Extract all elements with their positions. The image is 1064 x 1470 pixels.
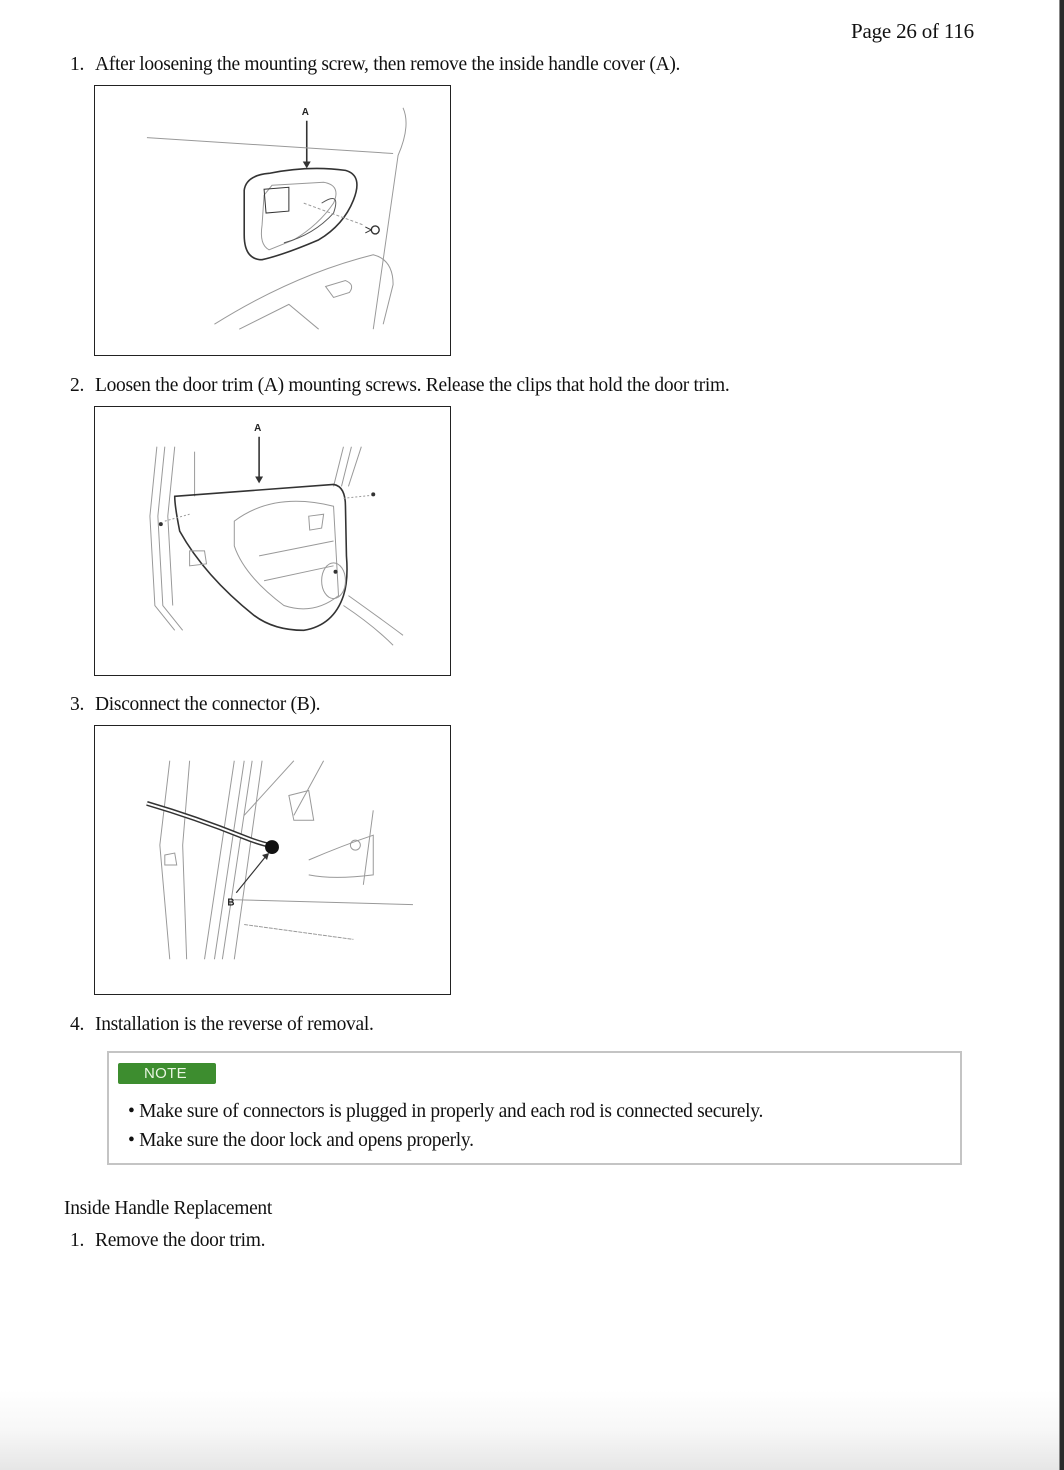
note-box (107, 1051, 962, 1165)
step-text: Remove the door trim. (95, 1230, 266, 1251)
figure-label: B (227, 897, 235, 909)
note-item-text: Make sure the door lock and opens properly. (139, 1130, 474, 1151)
step-4 (70, 1014, 374, 1036)
figure-label: A (254, 422, 262, 434)
step-text: Loosen the door trim (A) mounting screws. Release the clips that hold the door trim. (95, 375, 730, 396)
figure-handle-cover (94, 85, 451, 356)
figure-connector (94, 725, 451, 995)
step-number: 1. (70, 54, 85, 75)
section-title: Inside Handle Replacement (64, 1198, 273, 1219)
section-step-1 (70, 1230, 265, 1252)
page-edge-divider (1059, 0, 1064, 1470)
page-indicator: Page 26 of 116 (851, 19, 974, 43)
bullet-icon: • (128, 1101, 135, 1122)
step-1 (70, 54, 680, 76)
step-text: Disconnect the connector (B). (95, 694, 321, 715)
bullet-icon: • (128, 1130, 135, 1151)
step-number: 2. (70, 375, 85, 396)
figure-label: A (301, 106, 309, 118)
handle-cover-illustration (95, 86, 450, 355)
note-badge: NOTE (118, 1063, 216, 1084)
step-number: 3. (70, 694, 85, 715)
note-item (128, 1130, 474, 1152)
step-number: 1. (70, 1230, 85, 1251)
step-text: Installation is the reverse of removal. (95, 1014, 374, 1035)
step-text: After loosening the mounting screw, then remove the inside handle cover (A). (95, 54, 681, 75)
figure-door-trim (94, 406, 451, 676)
connector-illustration (95, 726, 450, 994)
step-3 (70, 694, 320, 716)
connector (265, 840, 279, 854)
note-item (128, 1101, 763, 1123)
door-trim-illustration (95, 407, 450, 675)
step-2 (70, 375, 729, 397)
note-item-text: Make sure of connectors is plugged in properly and each rod is connected securely. (139, 1101, 764, 1122)
step-number: 4. (70, 1014, 85, 1035)
